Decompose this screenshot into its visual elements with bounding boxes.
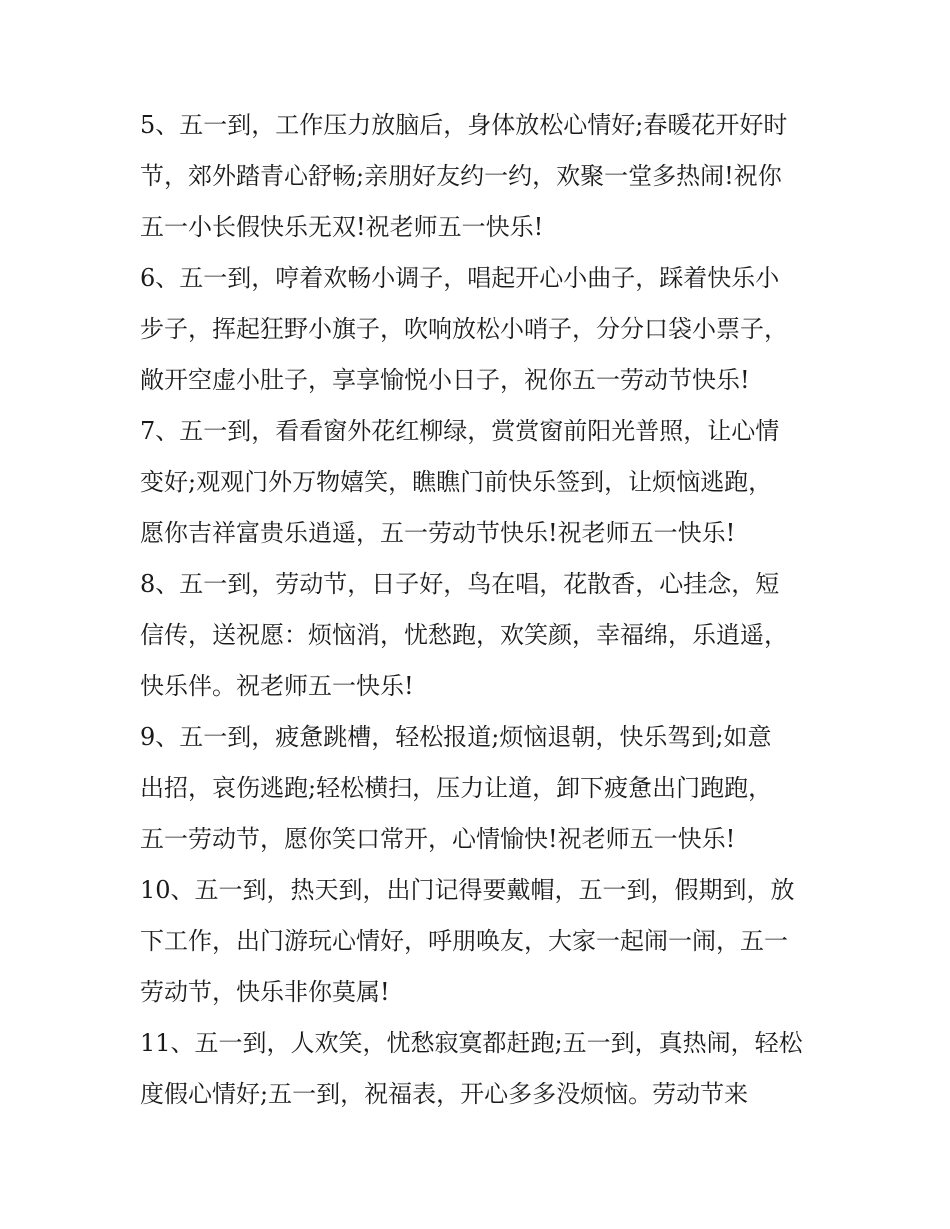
- text-line: 8、五一到，劳动节，日子好，鸟在唱，花散香，心挂念，短: [140, 570, 780, 598]
- text-line: 11、五一到，人欢笑，忧愁寂寞都赶跑;五一到，真热闹，轻松: [140, 1029, 803, 1057]
- text-line: 6、五一到，哼着欢畅小调子，唱起开心小曲子，踩着快乐小: [140, 264, 780, 292]
- paragraph-8: [140, 559, 820, 712]
- text-line: 下工作，出门游玩心情好，呼朋唤友，大家一起闹一闹，五一: [140, 927, 788, 955]
- text-line: 节，郊外踏青心舒畅;亲朋好友约一约，欢聚一堂多热闹!祝你: [140, 162, 782, 190]
- paragraph-7: [140, 406, 820, 559]
- text-line: 度假心情好;五一到，祝福表，开心多多没烦恼。劳动节来: [140, 1080, 749, 1108]
- text-line: 步子，挥起狂野小旗子，吹响放松小哨子，分分口袋小票子，: [140, 315, 788, 343]
- text-line: 愿你吉祥富贵乐逍遥，五一劳动节快乐!祝老师五一快乐!: [140, 519, 736, 547]
- text-line: 五一小长假快乐无双!祝老师五一快乐!: [140, 213, 544, 241]
- text-line: 劳动节，快乐非你莫属!: [140, 978, 390, 1006]
- text-line: 9、五一到，疲惫跳槽，轻松报道;烦恼退朝，快乐驾到;如意: [140, 723, 772, 751]
- paragraph-5: [140, 100, 820, 253]
- text-line: 信传，送祝愿：烦恼消，忧愁跑，欢笑颜，幸福绵，乐逍遥，: [140, 621, 788, 649]
- paragraph-9: [140, 712, 820, 865]
- text-line: 敞开空虚小肚子，享享愉悦小日子，祝你五一劳动节快乐!: [140, 366, 750, 394]
- text-line: 五一劳动节，愿你笑口常开，心情愉快!祝老师五一快乐!: [140, 825, 736, 853]
- paragraph-6: [140, 253, 820, 406]
- paragraph-11: [140, 1018, 820, 1120]
- text-line: 快乐伴。祝老师五一快乐!: [140, 672, 414, 700]
- paragraph-10: [140, 865, 820, 1018]
- text-line: 7、五一到，看看窗外花红柳绿，赏赏窗前阳光普照，让心情: [140, 417, 780, 445]
- text-line: 出招，哀伤逃跑;轻松横扫，压力让道，卸下疲惫出门跑跑，: [140, 774, 773, 802]
- text-line: 10、五一到，热天到，出门记得要戴帽，五一到，假期到，放: [140, 876, 795, 904]
- document-body: [140, 100, 820, 1120]
- text-line: 5、五一到，工作压力放脑后，身体放松心情好;春暖花开好时: [140, 111, 788, 139]
- text-line: 变好;观观门外万物嬉笑，瞧瞧门前快乐签到，让烦恼逃跑，: [140, 468, 773, 496]
